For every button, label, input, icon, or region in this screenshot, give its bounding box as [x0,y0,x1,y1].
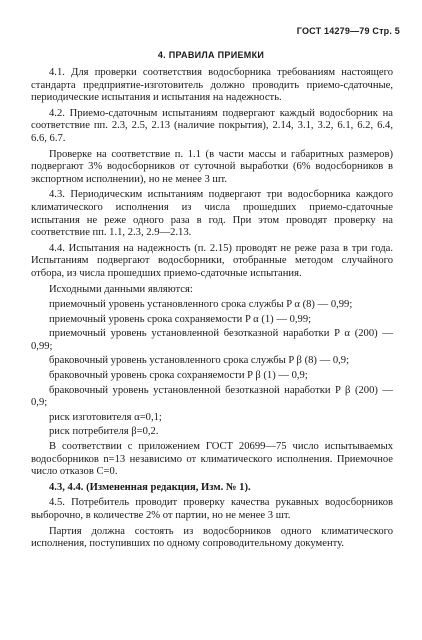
paragraph-4-3: 4.3. Периодическим испытаниям подвергают три водосборника каждого климатического исполнения из числа прошедших приемо-сдаточные испытания не реже одного раза в год. При этом проводят проверку на соответствие пп. 1.1, 2.3, 2.9—2.13. [31,189,393,239]
paragraph-4-2: 4.2. Приемо-сдаточным испытаниям подвергают каждый водосборник на соответствие пп. 2.3, 2.5, 2.13 (наличие покрытия), 2.14, 3.1, 3.2, 6.1, 6.2, 6.4, 6.6, 6.7. [31,107,393,144]
paragraph-4-4: 4.4. Испытания на надежность (п. 2.15) проводят не реже раза в три года. Испытаниям подвергают водосборники, отобранные методом случайного отбора, из числа прошедших приемо-сдаточные испытания. [31,242,393,279]
list-item: браковочный уровень установленной безотказной наработки P β (200) — 0,9; [31,384,393,409]
list-item: браковочный уровень установленного срока службы P β (8) — 0,9; [49,355,350,367]
list-item: приемочный уровень срока сохраняемости P α (1) — 0,99; [49,313,312,325]
list-item: приемочный уровень установленной безотказной наработки P α (200) — 0,99; [31,328,393,352]
list-item: риск потребителя β=0,2. [49,426,159,438]
paragraph-4-1: 4.1. Для проверки соответствия водосборника требованиям настоящего стандарта предприятие-изготовитель должно проводить приемо-сдаточные, периодические испытания и испытания на надежность. [31,67,393,104]
initial-data-list [31,299,393,439]
list-item: риск изготовителя α=0,1; [49,411,162,423]
paragraph-4-5: 4.5. Потребитель проводит проверку качества рукавных водосборников выборочно, в количестве 2% от партии, но не менее 3 шт. [31,497,393,521]
list-item: приемочный уровень установленного срока службы P α (8) — 0,99; [49,299,353,311]
amendment-note: 4.3, 4.4. (Измененная редакция, Изм. № 1). [49,481,251,493]
document-body [31,67,393,554]
batch-paragraph: Партия должна состоять из водосборников одного климатического исполнения, поступивших по одному сопроводительному документу. [31,525,393,550]
paragraph-4-2-sampling: Проверке на соответствие п. 1.1 (в части массы и габаритных размеров) подвергают 3% водосборников от суточной выработки (6% водосборников в экспортном исполнении), но не менее 3 шт. [31,148,393,185]
list-item: браковочный уровень срока сохраняемости P β (1) — 0,9; [49,370,308,382]
page-header: ГОСТ 14279—79 Стр. 5 [296,26,400,36]
section-title: 4. ПРАВИЛА ПРИЕМКИ [157,50,265,60]
initial-data-heading: Исходными данными являются: [49,283,193,295]
annex-paragraph: В соответствии с приложением ГОСТ 20699—75 число испытываемых водосборников n=13 независимо от климатического исполнения. Приемочное число отказов C=0. [31,441,393,478]
